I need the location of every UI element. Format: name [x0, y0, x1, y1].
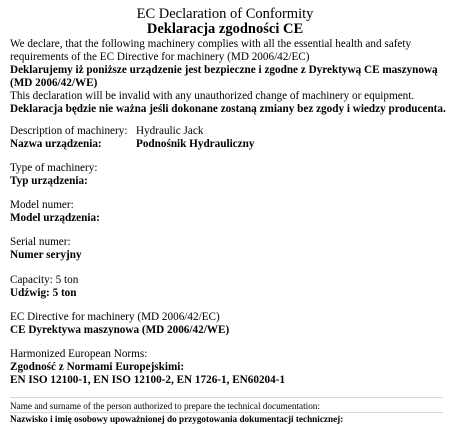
authorized-person-pl: Nazwisko i imię osobowy upoważnionej do przygotowania dokumentacji technicznej:: [10, 414, 344, 424]
intro-en-line-1: We declare, that the following machinery complies with all the essential health and safety: [10, 38, 412, 50]
intro-en-line-2: requirements of the EC Directive for machinery (MD 2006/42/EC): [10, 51, 310, 63]
description-value-en: Hydraulic Jack: [136, 125, 204, 137]
serial-label-en: Serial numer:: [10, 236, 71, 248]
serial-label-pl: Numer seryjny: [10, 249, 82, 261]
norms-label-pl: Zgodność z Normami Europejskimi:: [10, 361, 185, 373]
norms-list: EN ISO 12100-1, EN ISO 12100-2, EN 1726-1, EN60204-1: [10, 374, 286, 386]
description-label-en: Description of machinery:: [10, 125, 128, 137]
description-value-pl: Podnośnik Hydrauliczny: [136, 138, 255, 150]
model-label-en: Model numer:: [10, 199, 74, 211]
title-english: EC Declaration of Conformity: [136, 6, 314, 22]
intro-pl-line-2: (MD 2006/42/WE): [10, 77, 98, 89]
norms-label-en: Harmonized European Norms:: [10, 348, 148, 360]
invalid-notice-en: This declaration will be invalid with any unauthorized change of machinery or equipment.: [10, 90, 415, 102]
directive-en: EC Directive for machinery (MD 2006/42/EC): [10, 311, 220, 323]
capacity-en: Capacity: 5 ton: [10, 274, 79, 286]
model-label-pl: Model urządzenia:: [10, 212, 100, 224]
divider: [10, 412, 443, 413]
type-label-pl: Typ urządzenia:: [10, 175, 88, 187]
description-label-pl: Nazwa urządzenia:: [10, 138, 102, 150]
intro-pl-line-1: Deklarujemy iż poniższe urządzenie jest bezpieczne i zgodne z Dyrektywą CE maszynową: [10, 64, 438, 76]
type-label-en: Type of machinery:: [10, 162, 98, 174]
directive-pl: CE Dyrektywa maszynowa (MD 2006/42/WE): [10, 324, 230, 336]
invalid-notice-pl: Deklaracja będzie nie ważna jeśli dokonane zostaną zmiany bez zgody i wiedzy producenta.: [10, 103, 446, 115]
authorized-person-en: Name and surname of the person authorized to prepare the technical documentation:: [10, 401, 320, 411]
divider: [10, 397, 443, 398]
capacity-pl: Udźwig: 5 ton: [10, 287, 77, 299]
title-polish: Deklaracja zgodności CE: [146, 21, 304, 37]
